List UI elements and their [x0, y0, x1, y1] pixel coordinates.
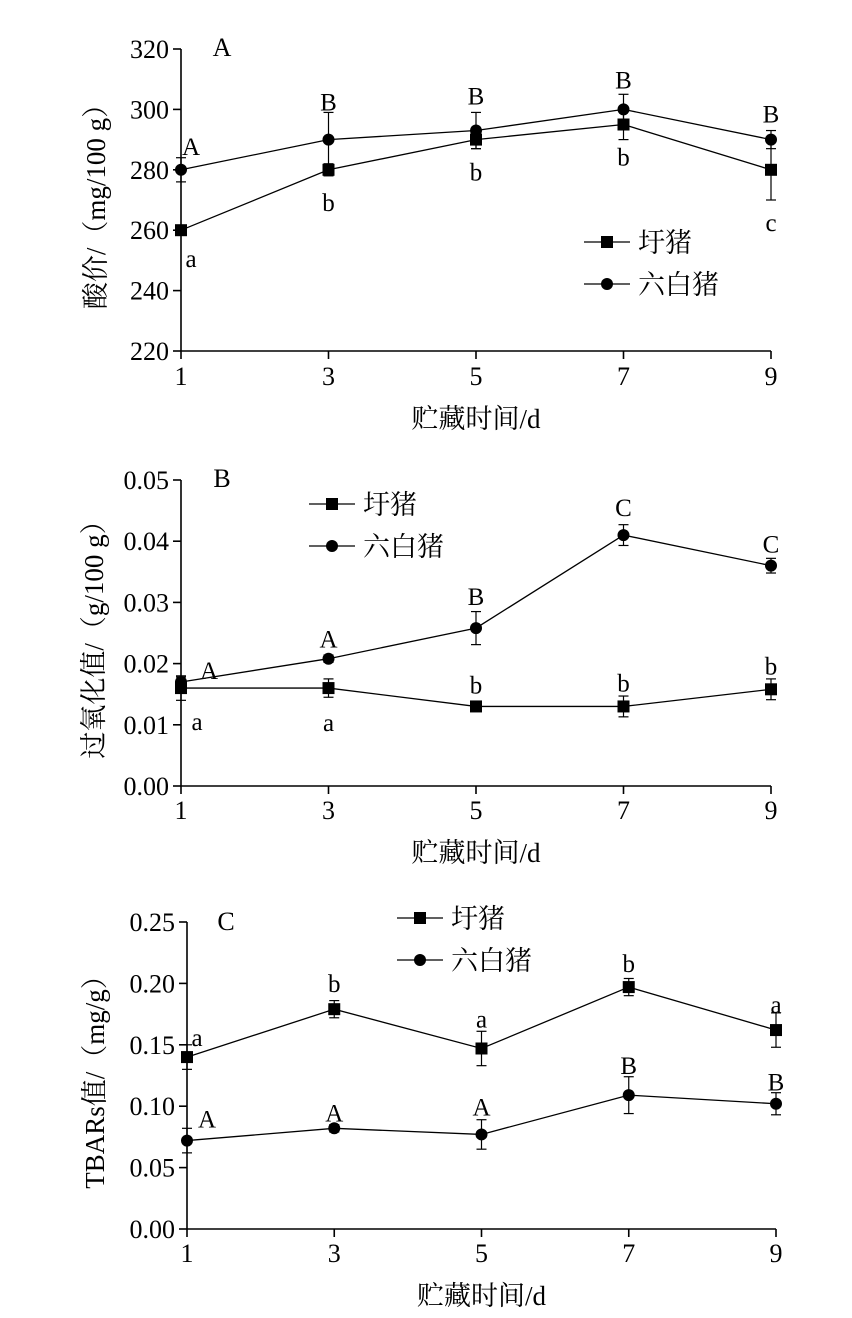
circle-marker: [175, 676, 187, 688]
significance-letter: A: [199, 657, 219, 685]
legend-label: 六白猪: [363, 532, 444, 562]
legend-label: 六白猪: [638, 270, 719, 300]
panel-c: [80, 904, 784, 1311]
legend: [584, 228, 719, 300]
legend-square-marker: [326, 498, 338, 510]
circle-marker: [323, 653, 335, 665]
significance-letter: a: [322, 710, 335, 738]
y-tick-label: 240: [130, 276, 169, 306]
significance-letter: b: [622, 951, 635, 979]
significance-letter: B: [467, 83, 485, 111]
square-marker: [770, 1024, 782, 1036]
square-marker: [618, 700, 630, 712]
circle-marker: [618, 103, 630, 115]
significance-letter: B: [762, 101, 780, 129]
panel-label: B: [213, 464, 231, 493]
square-marker: [623, 981, 635, 993]
x-axis-title: 贮藏时间/d: [411, 404, 541, 434]
y-tick-label: 0.05: [129, 1153, 175, 1183]
significance-letter: B: [767, 1069, 785, 1097]
y-tick-label: 320: [130, 35, 169, 64]
square-marker: [328, 1003, 340, 1015]
significance-letter: a: [770, 992, 782, 1020]
significance-letter: b: [469, 672, 483, 700]
legend: [309, 490, 444, 562]
legend-square-marker: [414, 912, 426, 924]
legend-label: 圩猪: [363, 490, 417, 520]
x-tick-label: 1: [174, 796, 188, 825]
significance-letter: A: [319, 626, 338, 654]
y-tick-label: 280: [130, 155, 169, 185]
x-tick-label: 5: [475, 1239, 488, 1268]
y-tick-label: 0.03: [123, 588, 169, 618]
y-tick-label: 0.05: [123, 466, 169, 495]
y-axis-title: 过氧化值/（g/100 g）: [79, 507, 109, 759]
y-tick-label: 0.04: [123, 527, 169, 557]
square-marker: [470, 700, 482, 712]
significance-letter: b: [764, 653, 778, 681]
x-tick-label: 5: [469, 796, 483, 825]
y-tick-label: 0.20: [129, 969, 175, 999]
y-tick-label: 0.00: [129, 1215, 175, 1244]
square-marker: [181, 1051, 193, 1063]
legend-label: 圩猪: [451, 904, 505, 934]
square-marker: [765, 683, 777, 695]
significance-letter: b: [322, 189, 335, 217]
circle-marker: [765, 134, 777, 146]
circle-marker: [470, 622, 482, 634]
significance-letter: A: [197, 1106, 217, 1134]
x-tick-label: 5: [469, 362, 483, 391]
significance-letter: c: [765, 209, 777, 237]
significance-letter: a: [185, 246, 197, 274]
series-liubai-pig: [175, 495, 779, 688]
y-axis-title: TBARs值/（mg/g）: [80, 962, 110, 1189]
significance-letter: A: [325, 1100, 344, 1128]
y-axis-title: 酸价/（mg/100 g）: [81, 90, 111, 310]
x-tick-label: 7: [622, 1239, 636, 1268]
legend-label: 六白猪: [451, 946, 532, 976]
panel-a: [81, 33, 779, 434]
significance-letter: b: [617, 144, 630, 172]
legend-circle-marker: [414, 954, 426, 966]
significance-letter: a: [475, 1006, 488, 1034]
x-tick-label: 7: [617, 796, 630, 825]
circle-marker: [175, 164, 187, 176]
y-tick-label: 300: [130, 95, 169, 125]
legend: [397, 904, 532, 976]
series-liubai-pig: [181, 1053, 784, 1153]
y-tick-label: 0.15: [129, 1030, 175, 1060]
significance-letter: a: [191, 1025, 203, 1053]
significance-letter: b: [469, 159, 483, 187]
significance-letter: A: [472, 1094, 491, 1122]
y-tick-label: 220: [130, 337, 169, 366]
legend-label: 圩猪: [638, 228, 692, 258]
x-tick-label: 9: [764, 362, 778, 391]
x-axis-title: 贮藏时间/d: [416, 1281, 547, 1311]
x-tick-label: 9: [764, 796, 778, 825]
panel-label: C: [217, 907, 235, 936]
x-tick-label: 3: [322, 362, 335, 391]
x-tick-label: 1: [174, 362, 188, 391]
significance-letter: b: [328, 971, 341, 999]
x-tick-label: 3: [322, 796, 335, 825]
circle-marker: [476, 1128, 488, 1140]
circle-marker: [618, 529, 630, 541]
legend-circle-marker: [326, 540, 338, 552]
significance-letter: B: [620, 1053, 638, 1081]
x-axis-title: 贮藏时间/d: [411, 838, 541, 868]
panel-label: A: [212, 33, 232, 62]
circle-marker: [323, 134, 335, 146]
significance-letter: b: [617, 670, 630, 698]
significance-letter: B: [320, 89, 337, 117]
x-tick-label: 1: [180, 1239, 194, 1268]
y-tick-label: 0.00: [123, 772, 169, 801]
circle-marker: [623, 1089, 635, 1101]
x-tick-label: 9: [769, 1239, 783, 1268]
x-tick-label: 3: [327, 1239, 341, 1268]
significance-letter: C: [762, 531, 780, 559]
square-marker: [175, 224, 187, 236]
square-marker: [323, 682, 335, 694]
square-marker: [765, 164, 777, 176]
significance-letter: A: [181, 133, 201, 161]
y-tick-label: 0.02: [123, 649, 169, 679]
x-tick-label: 7: [617, 362, 630, 391]
significance-letter: B: [615, 67, 632, 95]
circle-marker: [765, 560, 777, 572]
series-wei-pig: [175, 653, 777, 737]
significance-letter: C: [615, 495, 632, 523]
legend-square-marker: [601, 236, 613, 248]
circle-marker: [770, 1098, 782, 1110]
circle-marker: [181, 1135, 193, 1147]
significance-letter: a: [191, 709, 203, 737]
y-tick-label: 0.10: [129, 1092, 175, 1122]
circle-marker: [470, 125, 482, 137]
legend-circle-marker: [601, 278, 613, 290]
y-tick-label: 0.01: [123, 710, 169, 740]
square-marker: [476, 1042, 488, 1054]
panel-b: [79, 464, 779, 868]
y-tick-label: 0.25: [129, 908, 175, 937]
y-tick-label: 260: [130, 216, 169, 246]
significance-letter: B: [467, 584, 485, 612]
